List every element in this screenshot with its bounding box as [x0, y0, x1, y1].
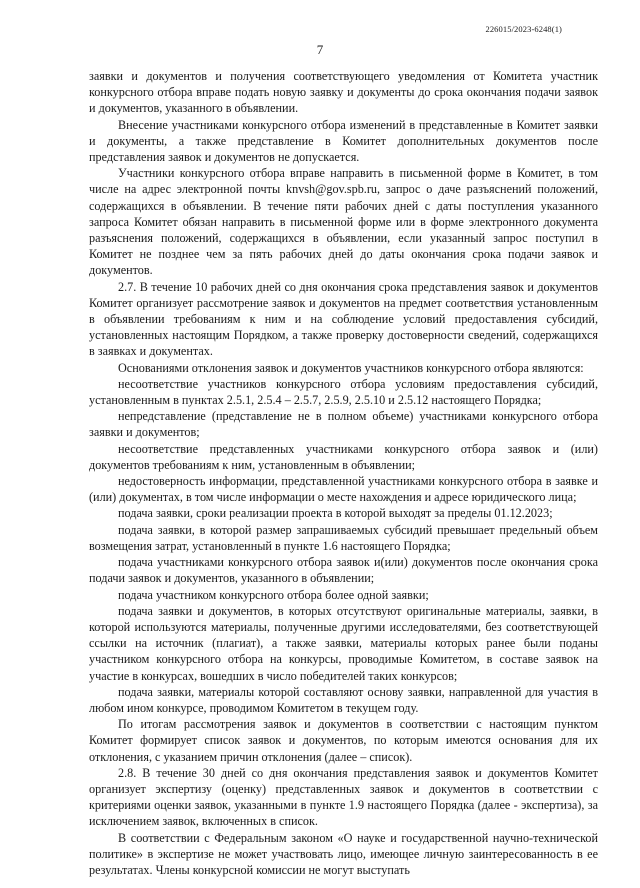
paragraph-expert-conflict-of-interest: В соответствии с Федеральным законом «О науке и государственной научно-технической политике» в экспертизе не может участвовать лицо, имеющее личную заинтересованность в ее результатах. Члены конкурсной комиссии не могут выступать	[89, 830, 598, 877]
paragraph-clarification-request: Участники конкурсного отбора вправе направить в письменной форме в Комитет, в том числе на адрес электронной почты knvsh@gov.spb.ru, запрос о даче разъяснений положений, содержащихся в объявлении. В течение пяти рабочих дней с даты поступления указанного запроса Комитет обязан направить в письменной форме или в форме электронного документа разъяснения положений, содержащихся в объявлении, если указанный запрос поступил в Комитет не позднее чем за пять рабочих дней до даты окончания срока подачи заявок и документов.	[89, 166, 598, 278]
list-item-rejection-ground: несоответствие участников конкурсного отбора условиям предоставления субсидий, установленным в пунктах 2.5.1, 2.5.4 – 2.5.7, 2.5.9, 2.5.10 и 2.5.12 настоящего Порядка;	[89, 376, 598, 408]
paragraph-2-8: 2.8. В течение 30 дней со дня окончания представления заявок и документов Комитет организует экспертизу (оценку) представленных заявок и документов в соответствии с критериями оценки заявок, указанными в пункте 1.9 настоящего Порядка (далее - экспертиза), за исключением заявок, включенных в список.	[89, 765, 598, 829]
paragraph-rejection-grounds-intro: Основаниями отклонения заявок и документов участников конкурсного отбора являются:	[118, 360, 584, 375]
list-item-rejection-ground: подача заявки, материалы которой составляют основу заявки, направленной для участия в любом ином конкурсе, проводимом Комитетом в текущем году.	[89, 684, 598, 715]
list-item-rejection-ground: подача заявки, в которой размер запрашиваемых субсидий превышает предельный объем возмещения затрат, установленный в пункте 1.6 настоящего Порядка;	[89, 522, 598, 553]
paragraph-continuation: заявки и документов и получения соответствующего уведомления от Комитета участник конкурсного отбора вправе подать новую заявку и документы до срока окончания подачи заявок и документов, указанного в объявлении.	[89, 69, 598, 116]
list-item-rejection-ground: подача заявки и документов, в которых отсутствуют оригинальные материалы, заявки, в которой используются материалы, полученные другими исследователями, без соответствующей ссылки на источник (плагиат), а также заявки, материалы которых ранее были поданы участником конкурсного отбора на конкурсы, проводимые Комитетом, в составе заявок на участие в конкурсах, вошедших в число победителей таких конкурсов;	[89, 603, 598, 683]
document-registration-number: 226015/2023-6248(1)	[485, 24, 562, 34]
paragraph-changes-not-allowed: Внесение участниками конкурсного отбора изменений в представленные в Комитет заявки и документы, а также представление в Комитет дополнительных документов после представления заявок и документов не допускается.	[89, 117, 598, 165]
list-item-rejection-ground: подача участниками конкурсного отбора заявок и(или) документов после окончания срока подачи заявок и документов, указанного в объявлении;	[89, 555, 598, 586]
list-item-rejection-ground: непредставление (представление не в полном объеме) участниками конкурсного отбора заявки и документов;	[89, 409, 598, 440]
paragraph-2-7: 2.7. В течение 10 рабочих дней со дня окончания срока представления заявок и документов Комитет организует рассмотрение заявок и документов на предмет соответствия установленным в объявлении требованиям к ним и на соблюдение условий предоставления субсидий, установленных настоящим Порядком, а также проверку достоверности сведений, содержащихся в заявках и документах.	[89, 279, 598, 359]
paragraph-rejection-list: По итогам рассмотрения заявок и документов в соответствии с настоящим пунктом Комитет формирует список заявок и документов, по которым имеются основания для их отклонения, с указанием причин отклонения (далее – список).	[89, 717, 598, 764]
list-item-rejection-ground: подача участником конкурсного отбора более одной заявки;	[118, 587, 429, 602]
list-item-rejection-ground: недостоверность информации, представленной участниками конкурсного отбора в заявке и (или) документах, в том числе информации о месте нахождения и адресе юридического лица;	[89, 474, 598, 505]
list-item-rejection-ground: подача заявки, сроки реализации проекта в которой выходят за пределы 01.12.2023;	[118, 506, 553, 521]
list-item-rejection-ground: несоответствие представленных участниками конкурсного отбора заявок и (или) документов требованиям к ним, установленным в объявлении;	[89, 441, 598, 472]
page-number: 7	[316, 42, 324, 57]
document-body	[89, 68, 598, 878]
